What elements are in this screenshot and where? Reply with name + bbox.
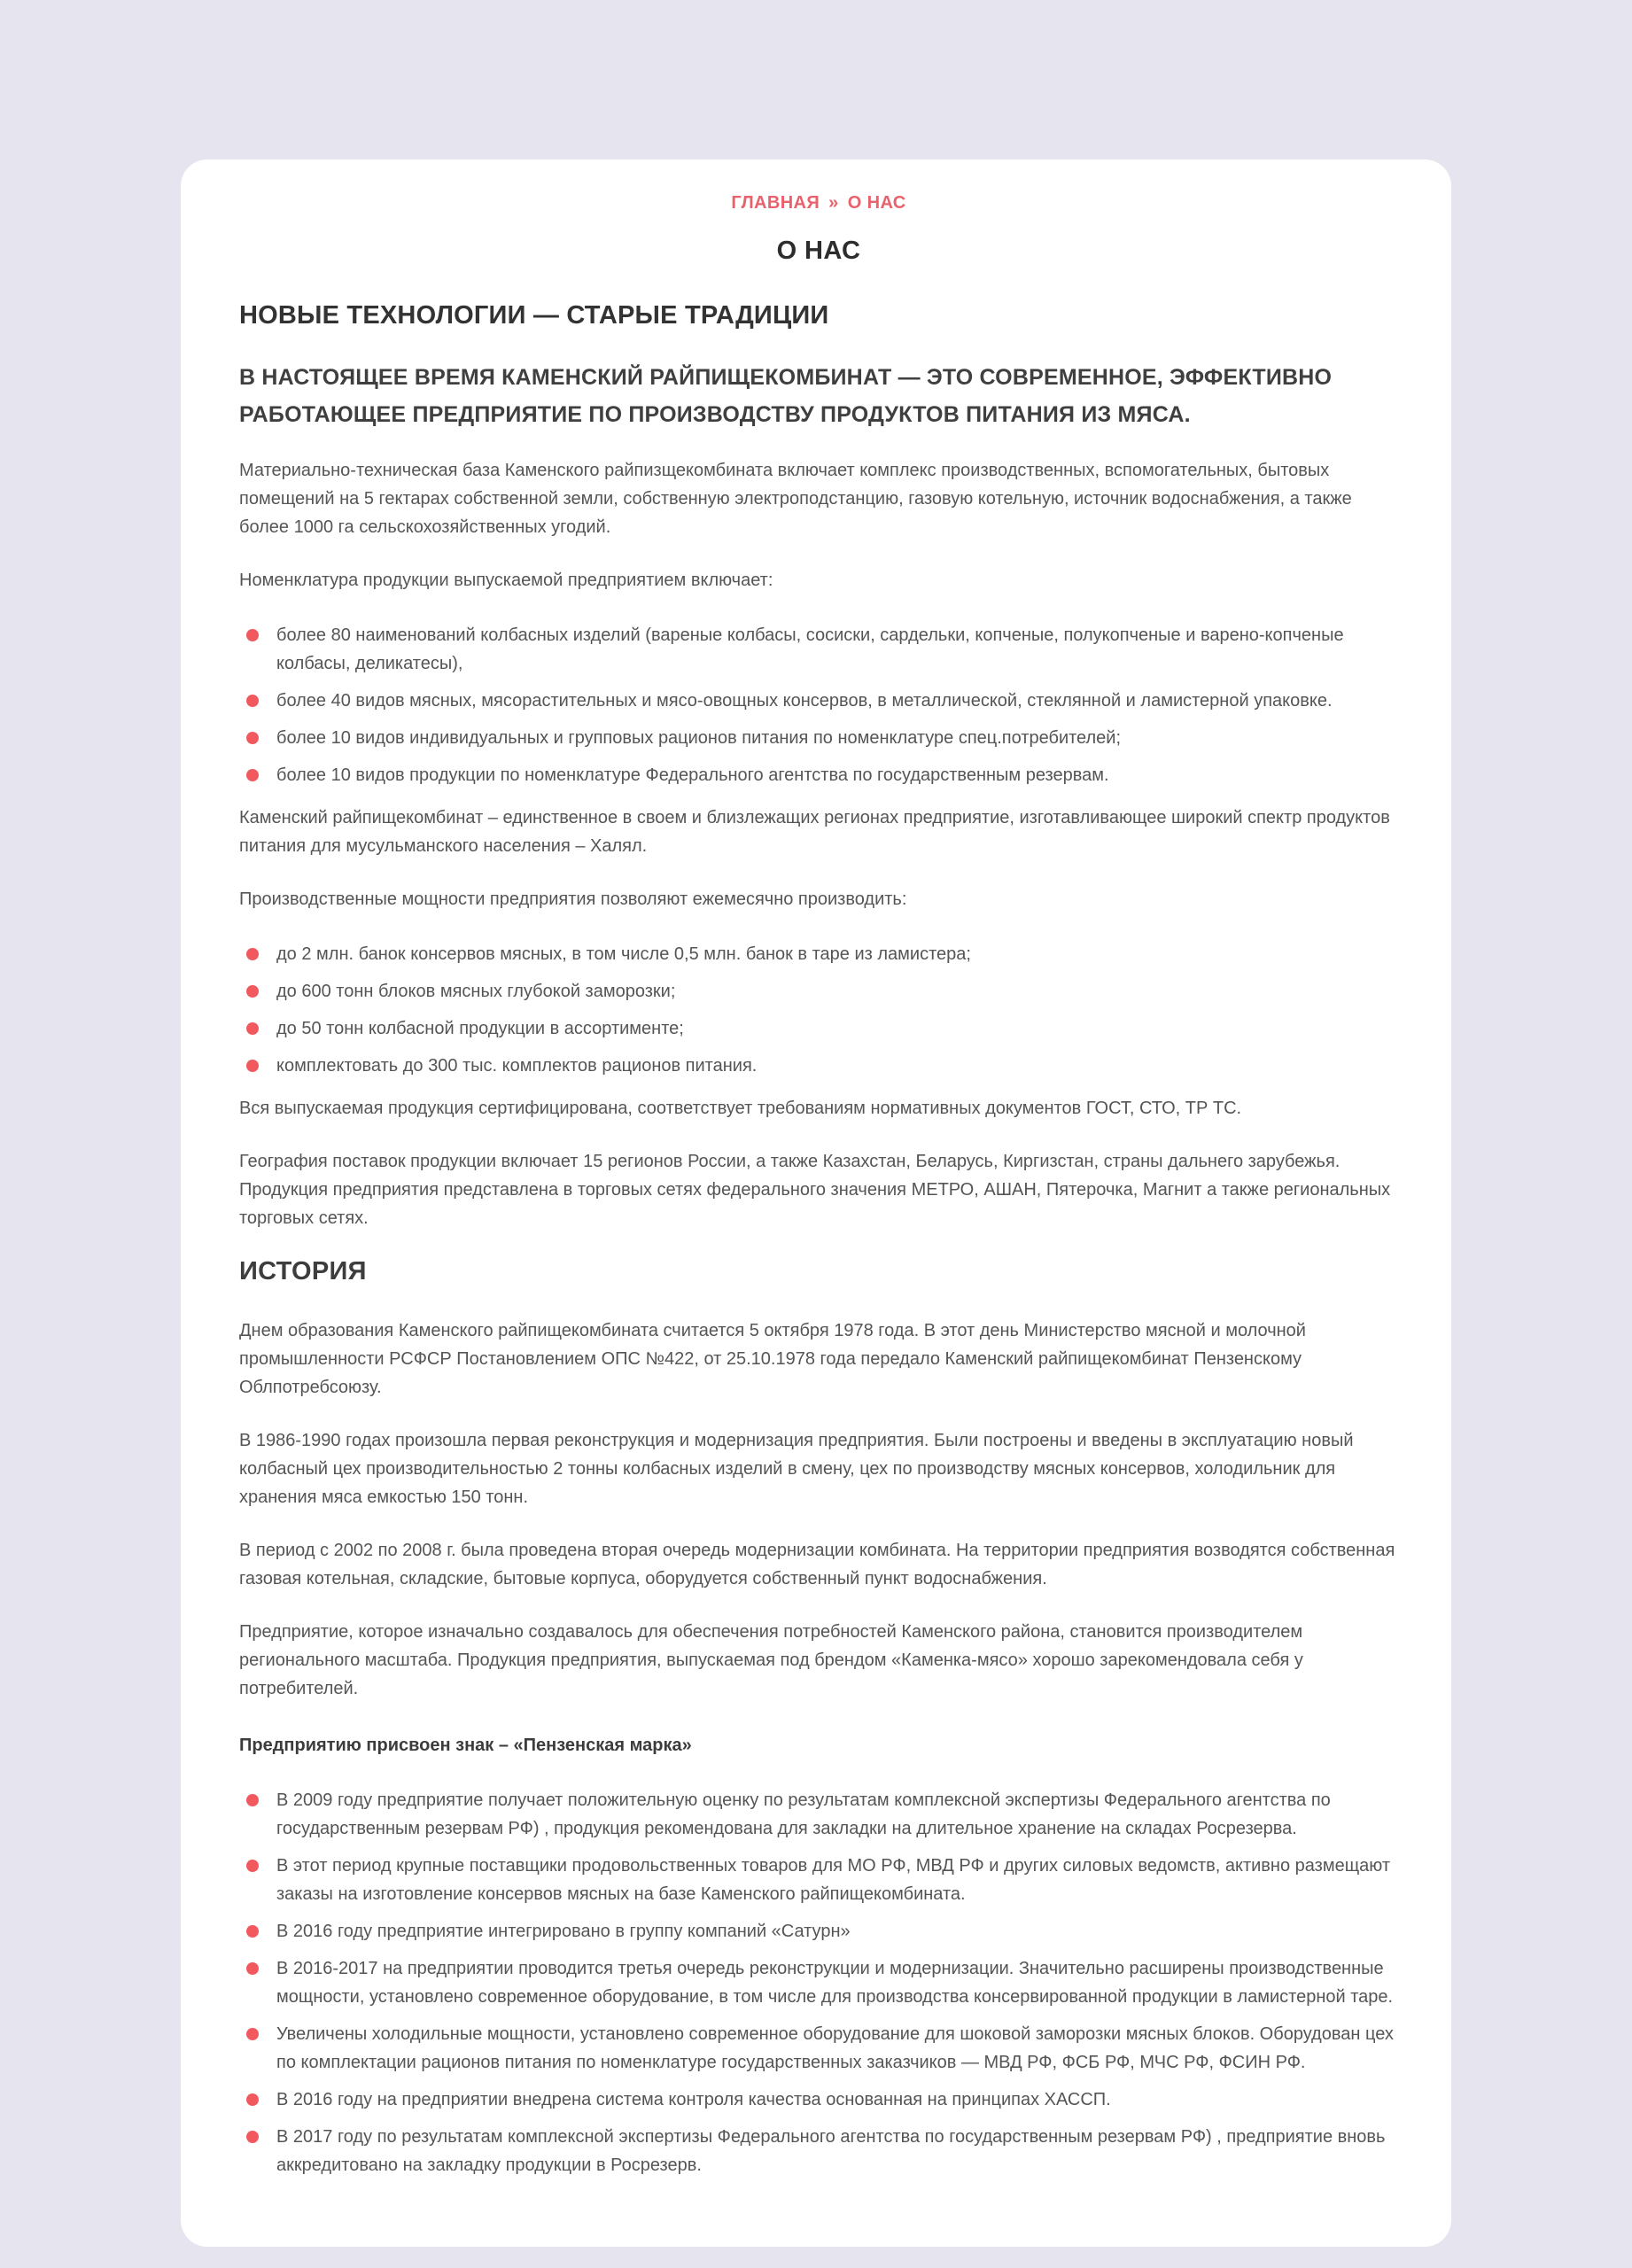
breadcrumb xyxy=(239,193,1398,214)
bullet-icon xyxy=(246,948,259,960)
paragraph-capacity-lead: Производственные мощности предприятия позволяют ежемесячно производить: xyxy=(239,889,907,909)
list-item xyxy=(239,977,1398,1006)
bullet-icon xyxy=(246,1794,259,1806)
breadcrumb-current: О НАС xyxy=(847,193,906,213)
bullet-icon xyxy=(246,1962,259,1975)
list-item xyxy=(239,761,1398,789)
bullet-icon xyxy=(246,2028,259,2040)
list-item xyxy=(239,1786,1398,1843)
list-item-text: В этот период крупные поставщики продовольственных товаров для МО РФ, МВД РФ и других силовых ведомств, активно размещают заказы на изготовление консервов мясных на базе Каменского райпищекомбината. xyxy=(276,1856,1391,1904)
milestones-list xyxy=(239,1786,1398,2179)
paragraph-geography: География поставок продукции включает 15 регионов России, а также Казахстан, Беларусь, Киргизстан, страны дальнего зарубежья. Продукция предприятия представлена в торговых сетях федерального значения МЕТРО, АШАН, Пятерочка, Магнит а также региональных торговых сетях. xyxy=(239,1152,1391,1228)
paragraph-halal: Каменский райпищекомбинат – единственное в своем и близлежащих регионах предприятие, изготавливающее широкий спектр продуктов питания для мусульманского населения – Халял. xyxy=(239,808,1390,856)
list-item xyxy=(239,2085,1398,2114)
list-item xyxy=(239,940,1398,968)
list-item xyxy=(239,2020,1398,2077)
paragraph-certification: Вся выпускаемая продукция сертифицирована, соответствует требованиям нормативных документов ГОСТ, СТО, ТР ТС. xyxy=(239,1099,1242,1118)
list-item xyxy=(239,1954,1398,2011)
list-item xyxy=(239,2123,1398,2179)
list-item-text: до 50 тонн колбасной продукции в ассортименте; xyxy=(276,1019,684,1038)
capacity-list xyxy=(239,940,1398,1080)
breadcrumb-separator: » xyxy=(828,193,839,213)
section-heading-history: ИСТОРИЯ xyxy=(239,1257,367,1285)
list-item-text: В 2017 году по результатам комплексной экспертизы Федерального агентства по государственным резервам РФ) , предприятие вновь аккредитовано на закладку продукции в Росрезерв. xyxy=(276,2127,1386,2175)
bullet-icon xyxy=(246,1925,259,1938)
list-item-text: В 2009 году предприятие получает положительную оценку по результатам комплексной экспертизы Федерального агентства по государственным резервам РФ) , продукция рекомендована для закладки на длительное хранение на складах Росрезерва. xyxy=(276,1790,1331,1838)
list-item-text: В 2016 году предприятие интегрировано в группу компаний «Сатурн» xyxy=(276,1922,851,1941)
history-paragraph-brand: Предприятие, которое изначально создавалось для обеспечения потребностей Каменского района, становится производителем регионального масштаба. Продукция предприятия, выпускаемая под брендом «Каменка-мясо» хорошо зарекомендовала себя у потребителей. xyxy=(239,1622,1303,1698)
list-item xyxy=(239,621,1398,678)
bullet-icon xyxy=(246,732,259,744)
list-item-text: более 80 наименований колбасных изделий (вареные колбасы, сосиски, сардельки, копченые, полукопченые и варено-копченые колбасы, деликатесы), xyxy=(276,625,1344,673)
list-item-text: В 2016-2017 на предприятии проводится третья очередь реконструкции и модернизации. Значительно расширены производственные мощности, установлено современное оборудование, в том числе для производства консервированной продукции в ламистерной таре. xyxy=(276,1959,1394,2007)
list-item-text: более 40 видов мясных, мясорастительных и мясо-овощных консервов, в металлической, стеклянной и ламистерной упаковке. xyxy=(276,691,1333,711)
paragraph-nomenclature-lead: Номенклатура продукции выпускаемой предприятием включает: xyxy=(239,571,773,590)
bullet-icon xyxy=(246,695,259,707)
list-item xyxy=(239,1917,1398,1946)
history-paragraph-first-reconstruction: В 1986-1990 годах произошла первая реконструкция и модернизация предприятия. Были построены и введены в эксплуатацию новый колбасный цех производительностью 2 тонны колбасных изделий в смену, цех по производству мясных консервов, холодильник для хранения мяса емкостью 150 тонн. xyxy=(239,1431,1354,1507)
list-item-text: более 10 видов продукции по номенклатуре Федерального агентства по государственным резервам. xyxy=(276,765,1109,785)
history-paragraph-founding: Днем образования Каменского райпищекомбината считается 5 октября 1978 года. В этот день Министерство мясной и молочной промышленности РСФСР Постановлением ОПС №422, от 25.10.1978 года передало Каменский райпищекомбинат Пензенскому Облпотребсоюзу. xyxy=(239,1321,1306,1397)
penza-mark-line: Предприятию присвоен знак – «Пензенская марка» xyxy=(239,1736,692,1755)
article-subheading: В НАСТОЯЩЕЕ ВРЕМЯ КАМЕНСКИЙ РАЙПИЩЕКОМБИНАТ — ЭТО СОВРЕМЕННОЕ, ЭФФЕКТИВНО РАБОТАЮЩЕЕ ПРЕДПРИЯТИЕ ПО ПРОИЗВОДСТВУ ПРОДУКТОВ ПИТАНИЯ ИЗ МЯСА. xyxy=(239,365,1333,427)
list-item-text: Увеличены холодильные мощности, установлено современное оборудование для шоковой заморозки мясных блоков. Оборудован цех по комплектации рационов питания по номенклатуре государственных заказчиков — МВД РФ, ФСБ РФ, МЧС РФ, ФСИН РФ. xyxy=(276,2024,1394,2072)
bullet-icon xyxy=(246,985,259,998)
paragraph-intro: Материально-техническая база Каменского райпизщекомбината включает комплекс производственных, вспомогательных, бытовых помещений на 5 гектарах собственной земли, собственную электроподстанцию, газовую котельную, источник водоснабжения, а также более 1000 га сельскохозяйственных угодий. xyxy=(239,461,1352,537)
list-item-text: В 2016 году на предприятии внедрена система контроля качества основанная на принципах ХАССП. xyxy=(276,2090,1111,2109)
list-item xyxy=(239,1052,1398,1080)
list-item-text: комплектовать до 300 тыс. комплектов рационов питания. xyxy=(276,1056,758,1076)
bullet-icon xyxy=(246,769,259,781)
bullet-icon xyxy=(246,2131,259,2143)
bullet-icon xyxy=(246,629,259,641)
bullet-icon xyxy=(246,2093,259,2106)
bullet-icon xyxy=(246,1860,259,1872)
list-item xyxy=(239,687,1398,715)
list-item-text: до 2 млн. банок консервов мясных, в том числе 0,5 млн. банок в таре из ламистера; xyxy=(276,944,971,964)
breadcrumb-link-home[interactable]: ГЛАВНАЯ xyxy=(731,193,820,213)
page-title: О НАС xyxy=(776,237,861,265)
bullet-icon xyxy=(246,1022,259,1035)
list-item xyxy=(239,1852,1398,1908)
nomenclature-list xyxy=(239,621,1398,789)
content-card xyxy=(181,159,1451,2247)
list-item xyxy=(239,1014,1398,1043)
history-paragraph-second-modernization: В период с 2002 по 2008 г. была проведена вторая очередь модернизации комбината. На территории предприятия возводятся собственная газовая котельная, складские, бытовые корпуса, оборудуется собственный пункт водоснабжения. xyxy=(239,1541,1395,1588)
list-item xyxy=(239,724,1398,752)
bullet-icon xyxy=(246,1060,259,1072)
list-item-text: более 10 видов индивидуальных и групповых рационов питания по номенклатуре спец.потребителей; xyxy=(276,728,1122,748)
list-item-text: до 600 тонн блоков мясных глубокой заморозки; xyxy=(276,982,676,1001)
section-heading-new-technologies: НОВЫЕ ТЕХНОЛОГИИ — СТАРЫЕ ТРАДИЦИИ xyxy=(239,301,829,330)
